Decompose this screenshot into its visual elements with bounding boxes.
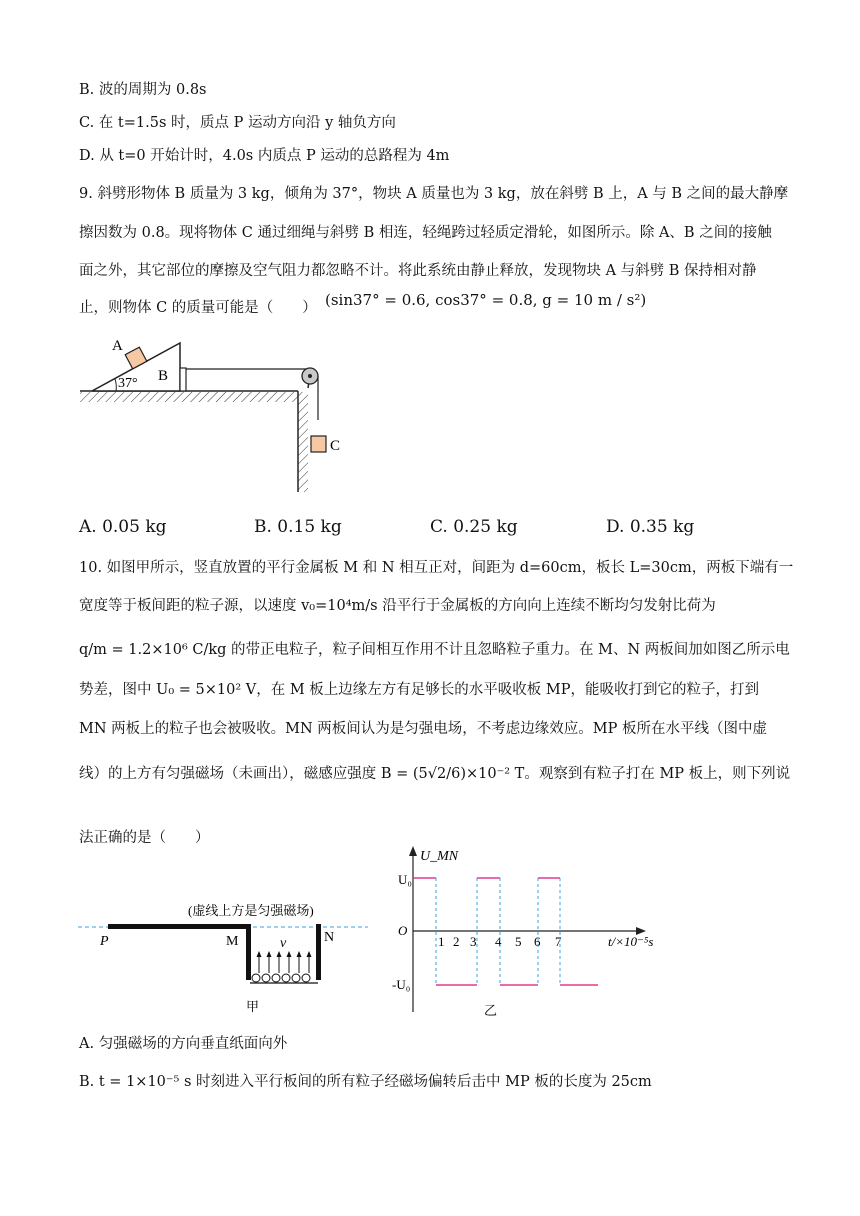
tick-1: 1: [438, 934, 445, 949]
label-v: v: [280, 936, 287, 951]
caption-jia: 甲: [246, 999, 260, 1014]
q9-option-d: D. 0.35 kg: [606, 517, 695, 537]
option-b-prev: B. 波的周期为 0.8s: [79, 82, 207, 98]
q9-line-4: 止，则物体 C 的质量可能是（ ）: [79, 300, 317, 316]
origin-label: O: [398, 923, 408, 938]
q10-option-a: A. 匀强磁场的方向垂直纸面向外: [79, 1036, 288, 1052]
q9-option-a: A. 0.05 kg: [79, 517, 167, 537]
q9-option-b: B. 0.15 kg: [254, 517, 342, 537]
tick-4: 4: [495, 934, 502, 949]
particle-source: [252, 974, 310, 982]
tick-5: 5: [515, 934, 522, 949]
q10-line-6: 线）的上方有匀强磁场（未画出），磁感应强度 B = (5√2/6)×10⁻² T。观察到有粒子打在 MP 板上，则下列说: [79, 766, 791, 782]
plate-m: [246, 924, 251, 980]
wall-hatch: [298, 392, 308, 492]
q10-line-3: q/m = 1.2×10⁶ C/kg 的带正电粒子，粒子间相互作用不计且忽略粒子重力。在 M、N 两板间加如图乙所示电: [79, 642, 790, 658]
label-m: M: [226, 934, 239, 949]
neg-u0-label: -U₀: [392, 977, 411, 992]
absorbing-plate-mp: [108, 924, 250, 929]
q9-option-c: C. 0.25 kg: [430, 517, 518, 537]
q10-line-5: MN 两板上的粒子也会被吸收。MN 两板间认为是匀强电场，不考虑边缘效应。MP 板所在水平线（图中虚: [79, 721, 767, 737]
plate-n: [316, 924, 321, 980]
q9-given-values: (sin37° = 0.6, cos37° = 0.8, g = 10 m / s²): [325, 291, 647, 309]
label-c: C: [330, 438, 341, 454]
q9-line-2: 擦因数为 0.8。现将物体 C 通过细绳与斜劈 B 相连，轻绳跨过轻质定滑轮，如图所示。除 A、B 之间的接触: [79, 225, 772, 241]
tick-7: 7: [555, 934, 562, 949]
q10-line-4: 势差，图中 U₀ = 5×10² V，在 M 板上边缘左方有足够长的水平吸收板 MP，能吸收打到它的粒子，打到: [79, 682, 760, 698]
label-b: B: [158, 368, 169, 384]
q9-line-1: 9. 斜劈形物体 B 质量为 3 kg，倾角为 37°，物块 A 质量也为 3 kg，放在斜劈 B 上，A 与 B 之间的最大静摩: [79, 186, 789, 202]
u0-label: U₀: [398, 872, 412, 887]
tick-6: 6: [534, 934, 541, 949]
q10-line-1: 10. 如图甲所示，竖直放置的平行金属板 M 和 N 相互正对，间距为 d=60cm，板长 L=30cm，两板下端有一: [79, 560, 794, 576]
label-p: P: [100, 934, 109, 949]
y-axis-label: U_MN: [420, 849, 459, 864]
block-c: [311, 436, 326, 452]
label-a: A: [112, 338, 123, 354]
caption-yi: 乙: [484, 1003, 498, 1018]
q10-option-b: B. t = 1×10⁻⁵ s 时刻进入平行板间的所有粒子经磁场偏转后击中 MP 板的长度为 25cm: [79, 1074, 652, 1090]
q9-line-3: 面之外，其它部位的摩擦及空气阻力都忽略不计。将此系统由静止释放，发现物块 A 与斜劈 B 保持相对静: [79, 263, 757, 279]
option-d-prev: D. 从 t=0 开始计时，4.0s 内质点 P 运动的总路程为 4m: [79, 148, 450, 164]
option-c-prev: C. 在 t=1.5s 时，质点 P 运动方向沿 y 轴负方向: [79, 115, 396, 131]
tick-3: 3: [470, 934, 477, 949]
ground-hatch: [80, 392, 298, 402]
q9-figure: [78, 336, 378, 496]
q10-line-2: 宽度等于板间距的粒子源，以速度 v₀=10⁴m/s 沿平行于金属板的方向向上连续不断均匀发射比荷为: [79, 598, 716, 614]
q10-line-7: 法正确的是（ ）: [79, 830, 210, 846]
velocity-arrows: [259, 955, 309, 973]
q10-figure-yi: [388, 842, 688, 1022]
label-n: N: [324, 930, 335, 945]
q10-figure-jia: [78, 895, 378, 1020]
tick-2: 2: [453, 934, 460, 949]
x-axis-label: t/×10⁻⁵s: [608, 934, 654, 949]
field-note: (虚线上方是匀强磁场): [188, 903, 314, 918]
angle-label: 37°: [118, 376, 138, 391]
